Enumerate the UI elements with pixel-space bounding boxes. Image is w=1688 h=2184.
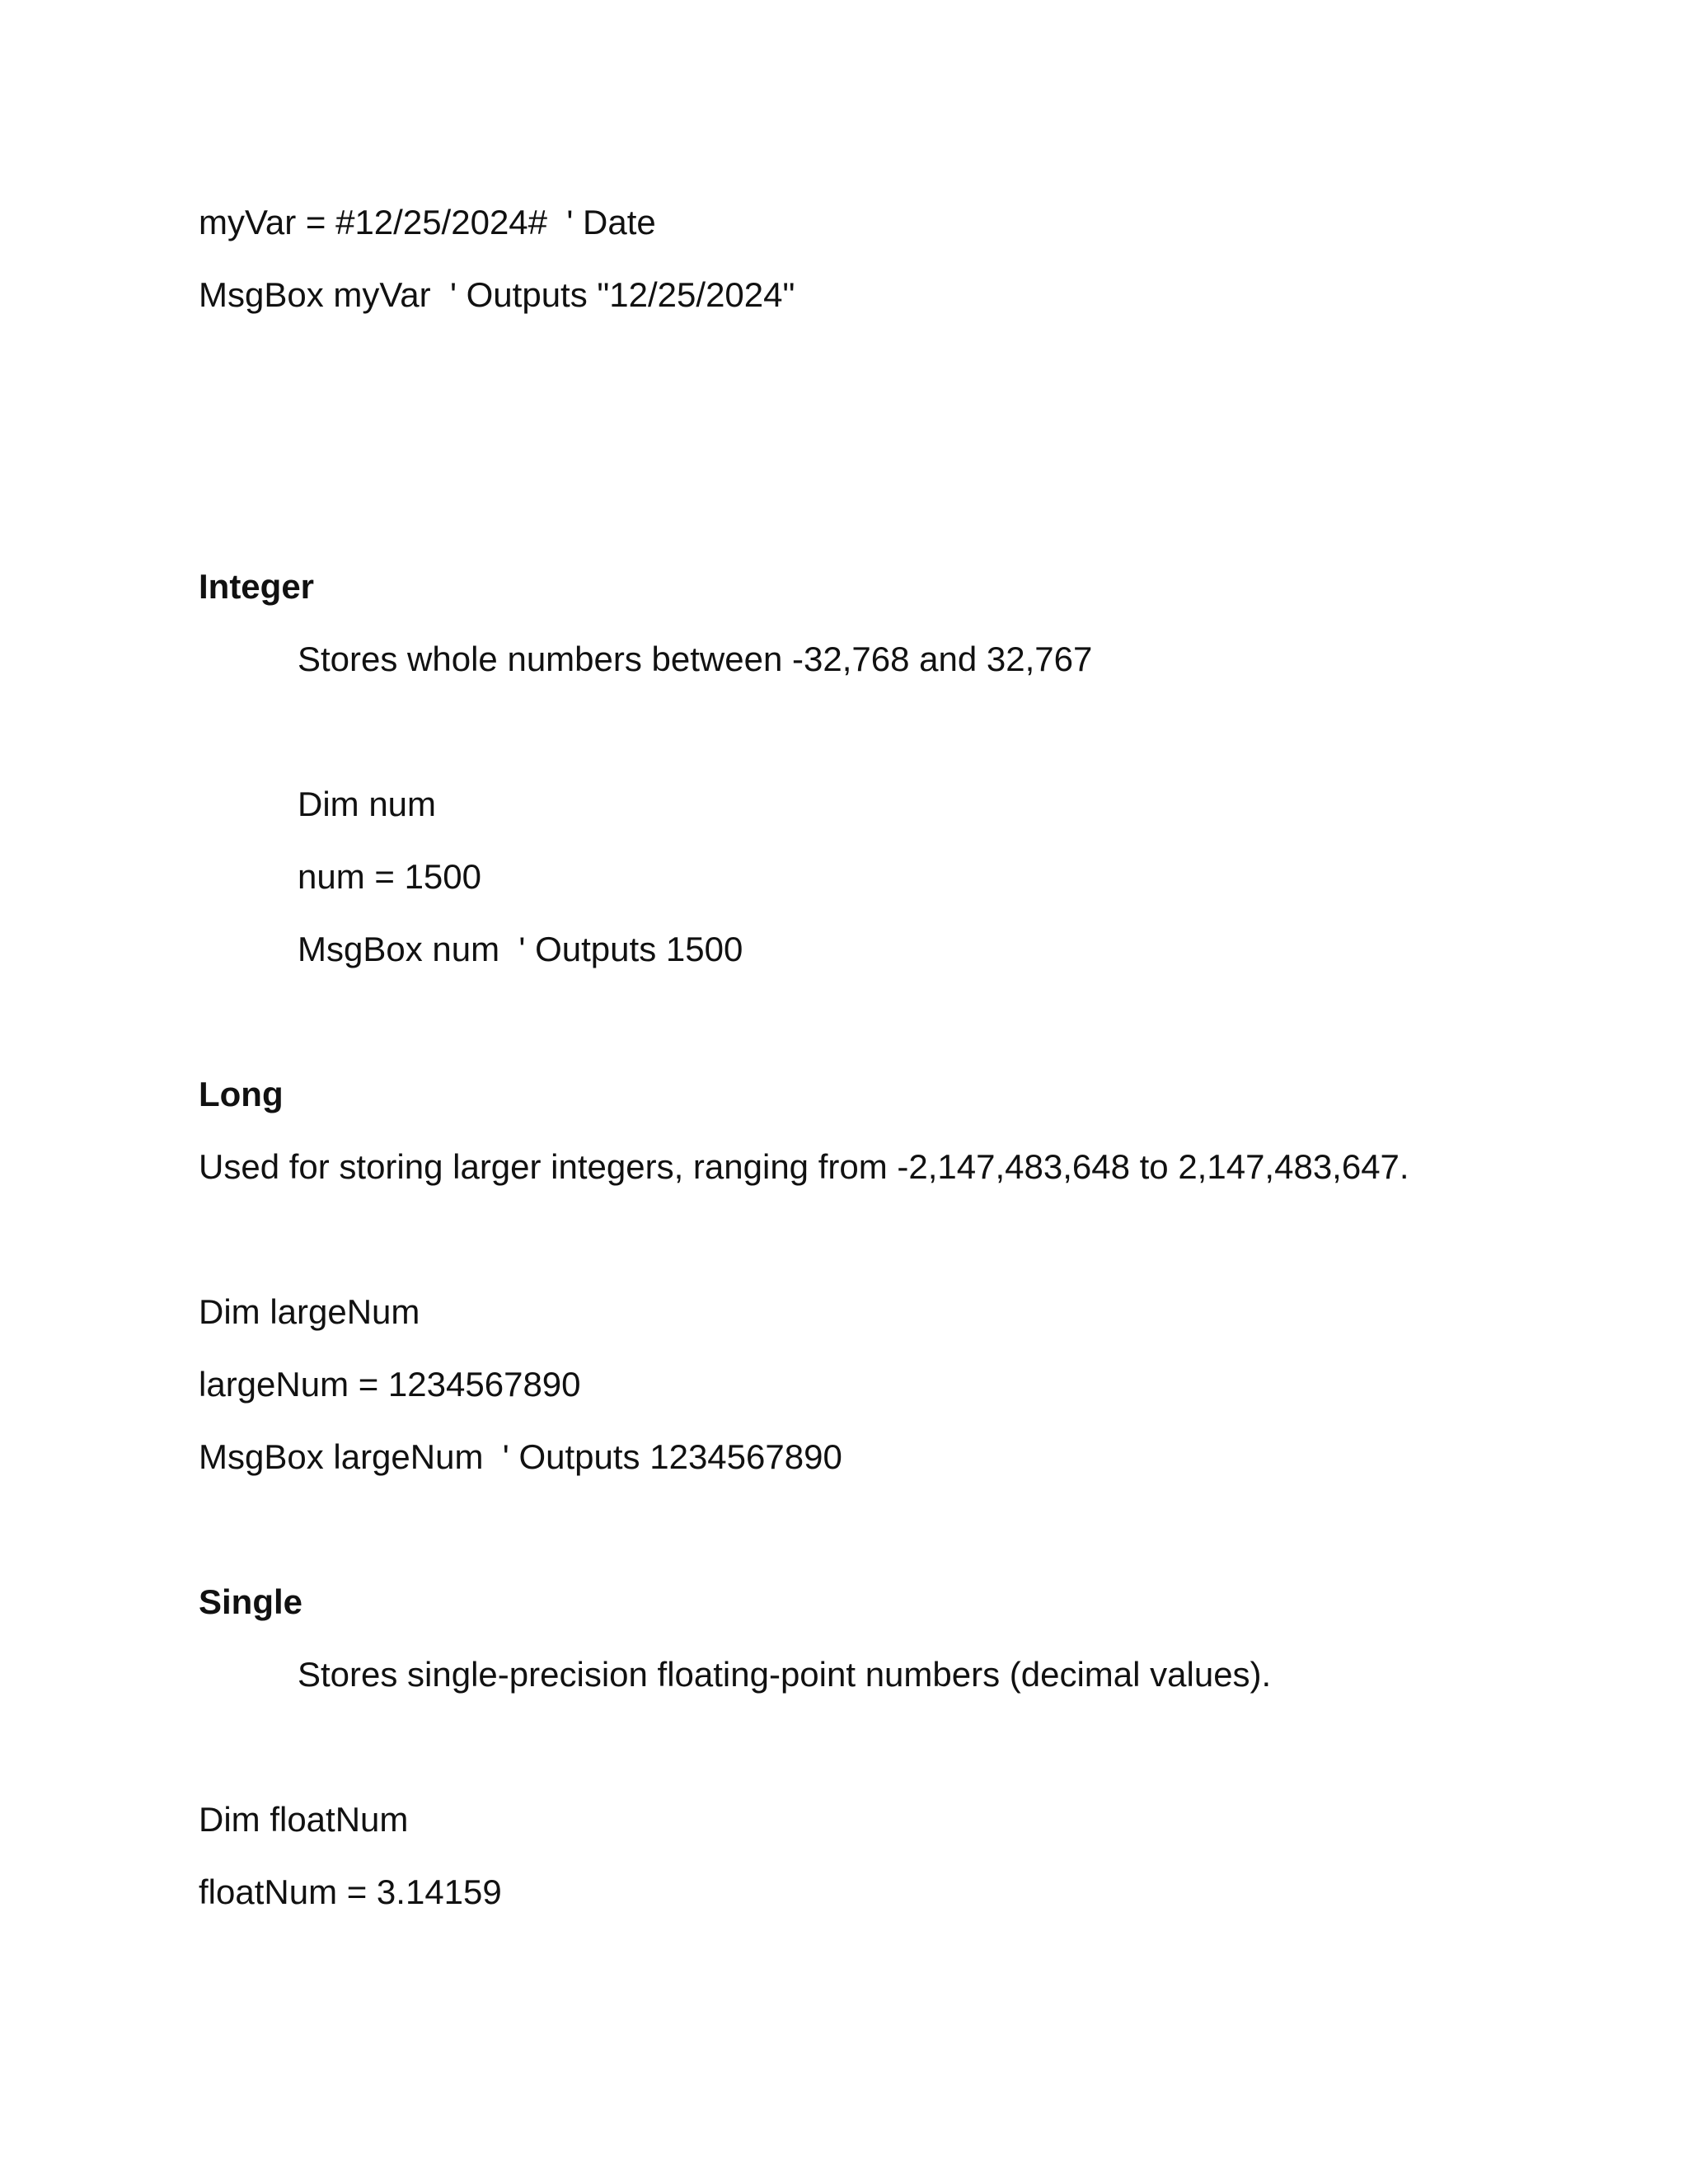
single-code-line-2: floatNum = 3.14159 bbox=[199, 1872, 502, 1911]
long-code-line-2: largeNum = 1234567890 bbox=[199, 1365, 581, 1404]
single-code-line-1: Dim floatNum bbox=[199, 1800, 409, 1839]
date-code-line-1: myVar = #12/25/2024# ' Date bbox=[199, 203, 656, 241]
integer-code-line-1: Dim num bbox=[298, 785, 437, 823]
integer-code-line-2: num = 1500 bbox=[298, 857, 482, 896]
long-code-line-1: Dim largeNum bbox=[199, 1292, 420, 1331]
date-code-line-2: MsgBox myVar ' Outputs "12/25/2024" bbox=[199, 275, 795, 314]
long-description: Used for storing larger integers, ranging from -2,147,483,648 to 2,147,483,647. bbox=[199, 1147, 1409, 1186]
single-heading: Single bbox=[199, 1582, 303, 1621]
integer-heading: Integer bbox=[199, 567, 315, 606]
long-heading: Long bbox=[199, 1075, 284, 1113]
single-description: Stores single-precision floating-point numbers (decimal values). bbox=[298, 1655, 1272, 1694]
integer-code-line-3: MsgBox num ' Outputs 1500 bbox=[298, 930, 743, 968]
long-code-line-3: MsgBox largeNum ' Outputs 1234567890 bbox=[199, 1437, 842, 1476]
integer-description: Stores whole numbers between -32,768 and 32,767 bbox=[298, 640, 1093, 678]
